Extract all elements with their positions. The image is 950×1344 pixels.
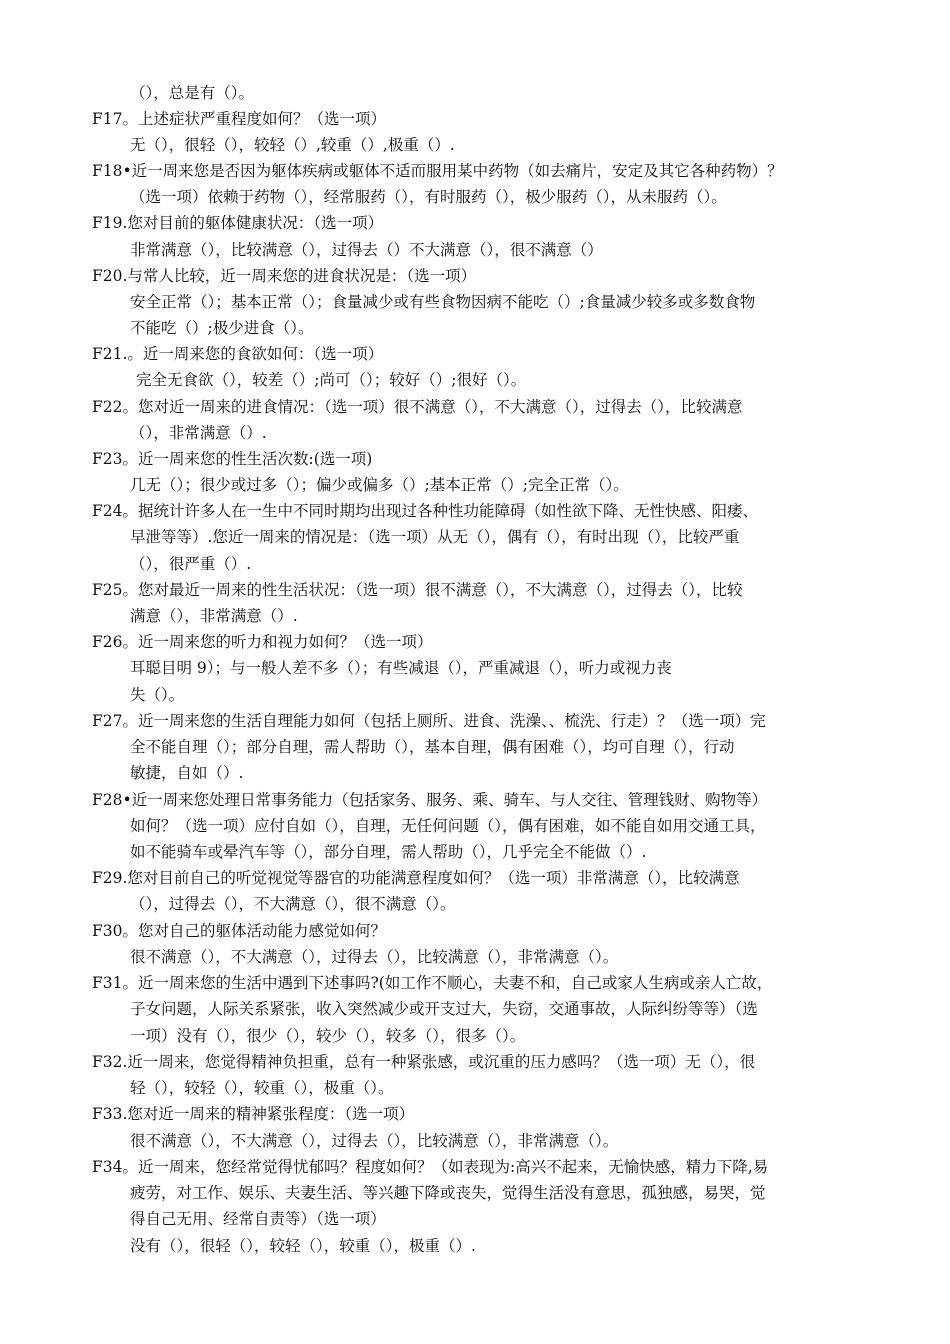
text-line: 很不满意（），不大满意（），过得去（），比较满意（），非常满意（）。 [130, 948, 619, 966]
text-line: 轻（），较轻（），较重（），极重（）。 [130, 1079, 394, 1097]
text-line: 失（）。 [130, 686, 185, 704]
question-f26: F26。近一周来您的听力和视力如何？（选一项） [92, 633, 433, 651]
text-line: 无（），很轻（），较轻（）,较重（）,极重（）. [130, 136, 455, 154]
text-line: 一项）没有（），很少（），较少（），较多（），很多（）。 [130, 1027, 526, 1045]
text-line: 得自己无用、经常自责等）（选一项） [130, 1210, 386, 1228]
text-line: 如不能骑车或晕汽车等（），部分自理，需人帮助（），几乎完全不能做（）. [130, 843, 647, 861]
question-f22: F22。您对近一周来的进食情况：（选一项）很不满意（），不大满意（），过得去（），比较满意 [92, 398, 743, 416]
question-f20: F20.与常人比较，近一周来您的进食状况是：（选一项） [92, 267, 477, 285]
question-f32: F32.近一周来，您觉得精神负担重，总有一种紧张感，或沉重的压力感吗？（选一项）无（），很 [92, 1053, 756, 1071]
text-line: 敏捷，自如（）. [130, 764, 244, 782]
text-line: 没有（），很轻（），较轻（），较重（），极重（）. [130, 1237, 476, 1255]
question-f28: F28•近一周来您处理日常事务能力（包括家务、服务、乘、骑车、与人交往、管理钱财、购物等） [92, 791, 768, 809]
question-f25: F25。您对最近一周来的性生活状况：（选一项）很不满意（），不大满意（），过得去（），比较 [92, 581, 743, 599]
question-f27: F27。近一周来您的生活自理能力如何（包括上厕所、进食、洗澡、、梳洗、行走）？（选一项）完 [92, 712, 766, 730]
text-line: 如何？（选一项）应付自如（），自理，无任何问题（），偶有困难，如不能自如用交通工具， [130, 817, 766, 835]
text-line: 安全正常（）；基本正常（）；食量减少或有些食物因病不能吃（）;食量减少较多或多数食物 [130, 293, 756, 311]
text-line: 疲劳，对工作、娱乐、夫妻生活、等兴趣下降或丧失，觉得生活没有意思，孤独感，易哭，觉 [130, 1184, 766, 1202]
question-f17: F17。上述症状严重程度如何？（选一项） [92, 110, 386, 128]
text-line: 非常满意（），比较满意（），过得去（）不大满意（），很不满意（） [130, 241, 603, 259]
question-f19: F19.您对目前的躯体健康状况：（选一项） [92, 214, 384, 232]
question-f24: F24。据统计许多人在一生中不同时期均出现过各种性功能障碍（如性欲下降、无性快感、阳痿、 [92, 502, 758, 520]
question-f18: F18•近一周来您是否因为躯体疾病或躯体不适而服用某中药物（如去痛片，安定及其它各种药物）？ [92, 162, 783, 180]
text-line: 很不满意（），不大满意（），过得去（），比较满意（），非常满意（）。 [130, 1132, 619, 1150]
question-f31: F31。近一周来您的生活中遇到下述事吗?(如工作不顺心，夫妻不和，自己或家人生病或亲人亡故， [92, 974, 773, 992]
text-line: 几无（）；很少或过多（）；偏少或偏多（）;基本正常（）;完全正常（）。 [130, 476, 629, 494]
text-line: 不能吃（）;极少进食（）。 [130, 319, 314, 337]
text-line: 满意（），非常满意（）. [130, 607, 298, 625]
question-f33: F33.您对近一周来的精神紧张程度：（选一项） [92, 1105, 415, 1123]
question-f23: F23。近一周来您的性生活次数:(选一项) [92, 450, 373, 468]
text-line: （选一项）依赖于药物（），经常服药（），有时服药（），极少服药（），从未服药（）。 [130, 188, 727, 206]
text-line: 全不能自理（）；部分自理，需人帮助（），基本自理，偶有困难（），均可自理（），行动 [130, 738, 735, 756]
text-line: （），总是有（）。 [130, 84, 255, 102]
text-line: （），非常满意（）. [130, 424, 267, 442]
text-line: 子女问题，人际关系紧张，收入突然减少或开支过大，失窃，交通事故，人际纠纷等等）（选 [130, 1000, 758, 1018]
question-f21: F21.。近一周来您的食欲如何：（选一项） [92, 345, 384, 363]
question-f29: F29.您对目前自己的听觉视觉等器官的功能满意程度如何？（选一项）非常满意（），比较满意 [92, 869, 740, 887]
text-line: （），过得去（），不大满意（），很不满意（）。 [130, 895, 456, 913]
question-f34: F34。近一周来，您经常觉得忧郁吗？程度如何？（如表现为:高兴不起来，无愉快感，精力下降,易 [92, 1158, 769, 1176]
text-line: 完全无食欲（），较差（）;尚可（）；较好（）;很好（）。 [136, 371, 527, 389]
text-line: 早泄等等）.您近一周来的情况是：（选一项）从无（），偶有（），有时出现（），比较严重 [130, 528, 740, 546]
question-f30: F30。您对自己的躯体活动能力感觉如何？ [92, 922, 386, 940]
text-line: （），很严重（）. [130, 555, 252, 573]
text-line: 耳聪目明 9）；与一般人差不多（）；有些减退（），严重减退（），听力或视力丧 [130, 659, 672, 677]
